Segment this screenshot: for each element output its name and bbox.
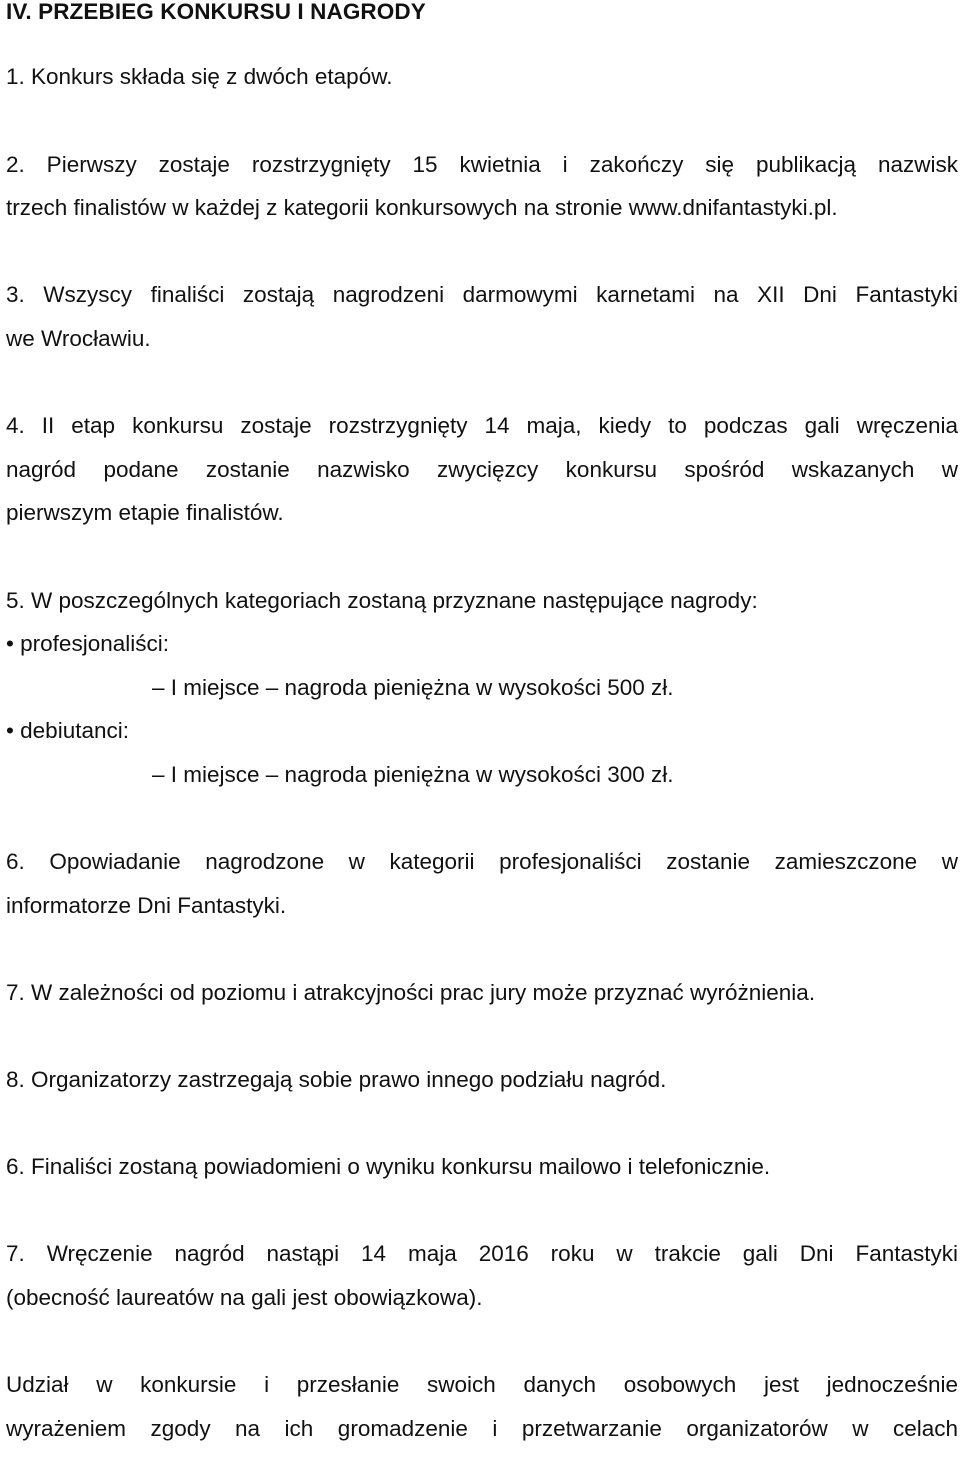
point-2 [6, 143, 958, 230]
closing-line-2: wyrażeniem zgody na ich gromadzenie i przetwarzanie organizatorów w celach [6, 1415, 958, 1441]
point-4 [6, 404, 958, 535]
point-8-text: 8. Organizatorzy zastrzegają sobie prawo innego podziału nagród. [6, 1067, 667, 1093]
point-7b-line-2: (obecność laureatów na gali jest obowiązkowa). [6, 1285, 483, 1311]
point-4-line-3: pierwszym etapie finalistów. [6, 500, 284, 526]
bullet-icon: • [6, 631, 14, 657]
point-6b-text: 6. Finaliści zostaną powiadomieni o wyniku konkursu mailowo i telefonicznie. [6, 1154, 771, 1180]
point-5-intro: 5. W poszczególnych kategoriach zostaną przyznane następujące nagrody: [6, 587, 758, 613]
point-5 [6, 579, 958, 797]
point-7a-text: 7. W zależności od poziomu i atrakcyjności prac jury może przyznać wyróżnienia. [6, 979, 816, 1005]
point-6-line-1: 6. Opowiadanie nagrodzone w kategorii profesjonaliści zostanie zamieszczone w [6, 849, 958, 875]
point-4-line-2: nagród podane zostanie nazwisko zwycięzcy konkursu spośród wskazanych w [6, 456, 958, 482]
point-4-line-1: 4. II etap konkursu zostaje rozstrzygnięty 14 maja, kiedy to podczas gali wręczenia [6, 413, 958, 439]
point-2-line-2: trzech finalistów w każdej z kategorii konkursowych na stronie www.dnifantastyki.pl. [6, 195, 838, 221]
point-3 [6, 273, 958, 360]
point-2-line-1: 2. Pierwszy zostaje rozstrzygnięty 15 kwietnia i zakończy się publikacją nazwisk [6, 151, 958, 177]
point-7b [6, 1232, 958, 1319]
point-8 [6, 1058, 958, 1102]
point-6-line-2: informatorze Dni Fantastyki. [6, 892, 287, 918]
point-7b-line-1: 7. Wręczenie nagród nastąpi 14 maja 2016 roku w trakcie gali Dni Fantastyki [6, 1241, 958, 1267]
point-6b [6, 1145, 958, 1189]
bullet-label-debutants: debiutanci: [20, 718, 129, 744]
closing-line-1: Udział w konkursie i przesłanie swoich danych osobowych jest jednocześnie [6, 1372, 958, 1398]
closing-paragraph [6, 1363, 958, 1450]
document-page [6, 0, 958, 1450]
point-6 [6, 840, 958, 927]
point-1 [6, 55, 958, 99]
bullet-icon: • [6, 718, 14, 744]
section-heading: IV. PRZEBIEG KONKURSU I NAGRODY [6, 0, 426, 24]
bullet-item-professionals [6, 622, 958, 666]
prize-debutants: – I miejsce – nagroda pieniężna w wysokości 300 zł. [152, 761, 674, 787]
prize-professionals: – I miejsce – nagroda pieniężna w wysokości 500 zł. [152, 674, 674, 700]
point-1-text: 1. Konkurs składa się z dwóch etapów. [6, 64, 393, 90]
bullet-label-professionals: profesjonaliści: [20, 631, 169, 657]
point-7a [6, 971, 958, 1015]
point-3-line-2: we Wrocławiu. [6, 325, 151, 351]
bullet-item-debutants [6, 709, 958, 753]
point-3-line-1: 3. Wszyscy finaliści zostają nagrodzeni darmowymi karnetami na XII Dni Fantastyki [6, 282, 958, 308]
